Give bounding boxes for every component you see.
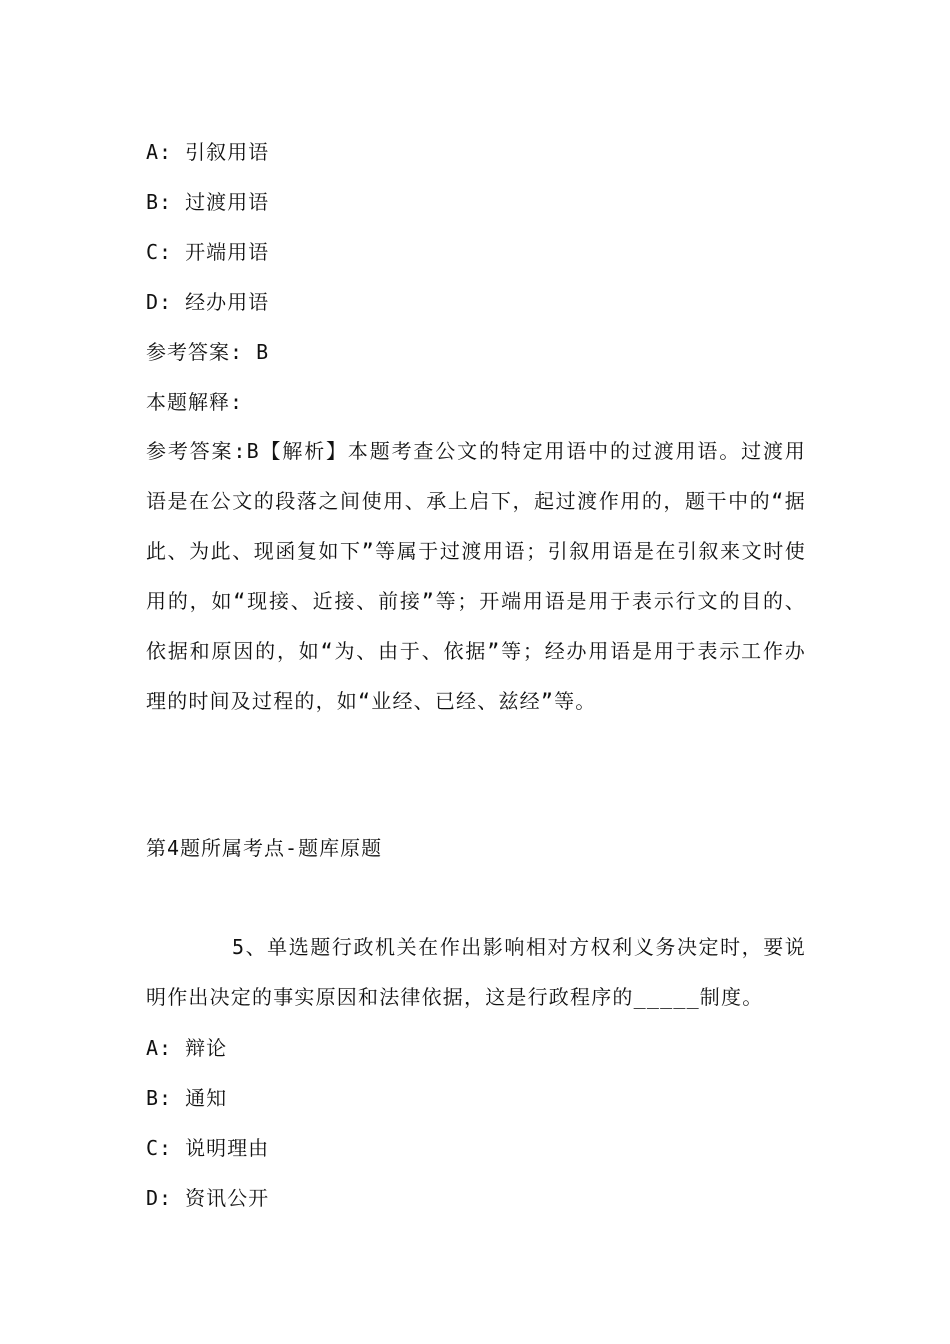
q5-option-d	[146, 1186, 269, 1210]
q5-option-c	[146, 1136, 269, 1160]
option-key: D:	[146, 290, 173, 314]
q4-option-c	[146, 240, 269, 264]
q5-option-a	[146, 1036, 227, 1060]
option-text: 辩论	[185, 1036, 228, 1060]
answer-value: B	[256, 340, 270, 364]
q5-option-b	[146, 1086, 227, 1110]
option-key: A:	[146, 1036, 173, 1060]
option-text: 说明理由	[185, 1136, 270, 1160]
option-key: B:	[146, 1086, 173, 1110]
option-text: 通知	[185, 1086, 228, 1110]
q4-explanation-label: 本题解释:	[146, 390, 244, 414]
option-text: 经办用语	[185, 290, 270, 314]
option-key: B:	[146, 190, 173, 214]
option-text: 过渡用语	[185, 190, 270, 214]
option-text: 开端用语	[185, 240, 270, 264]
q5-question: 5、单选题行政机关在作出影响相对方权利义务决定时，要说明作出决定的事实原因和法律依据，这是行政程序的_____制度。	[146, 935, 806, 1009]
option-key: D:	[146, 1186, 173, 1210]
option-key: C:	[146, 1136, 173, 1160]
option-text: 资讯公开	[185, 1186, 270, 1210]
q4-topic: 第4题所属考点-题库原题	[146, 836, 383, 860]
answer-label: 参考答案:	[146, 340, 244, 364]
q4-option-d	[146, 290, 269, 314]
q4-explanation-text: 参考答案:B【解析】本题考查公文的特定用语中的过渡用语。过渡用语是在公文的段落之间使用、承上启下，起过渡作用的，题干中的“据此、为此、现函复如下”等属于过渡用语；引叙用语是在引叙来文时使用的，如“现接、近接、前接”等；开端用语是用于表示行文的目的、依据和原因的，如“为、由于、依据”等；经办用语是用于表示工作办理的时间及过程的，如“业经、已经、兹经”等。	[146, 439, 806, 713]
q4-option-a	[146, 140, 269, 164]
q4-option-b	[146, 190, 269, 214]
option-key: A:	[146, 140, 173, 164]
option-text: 引叙用语	[185, 140, 270, 164]
q4-answer	[146, 340, 269, 364]
option-key: C:	[146, 240, 173, 264]
